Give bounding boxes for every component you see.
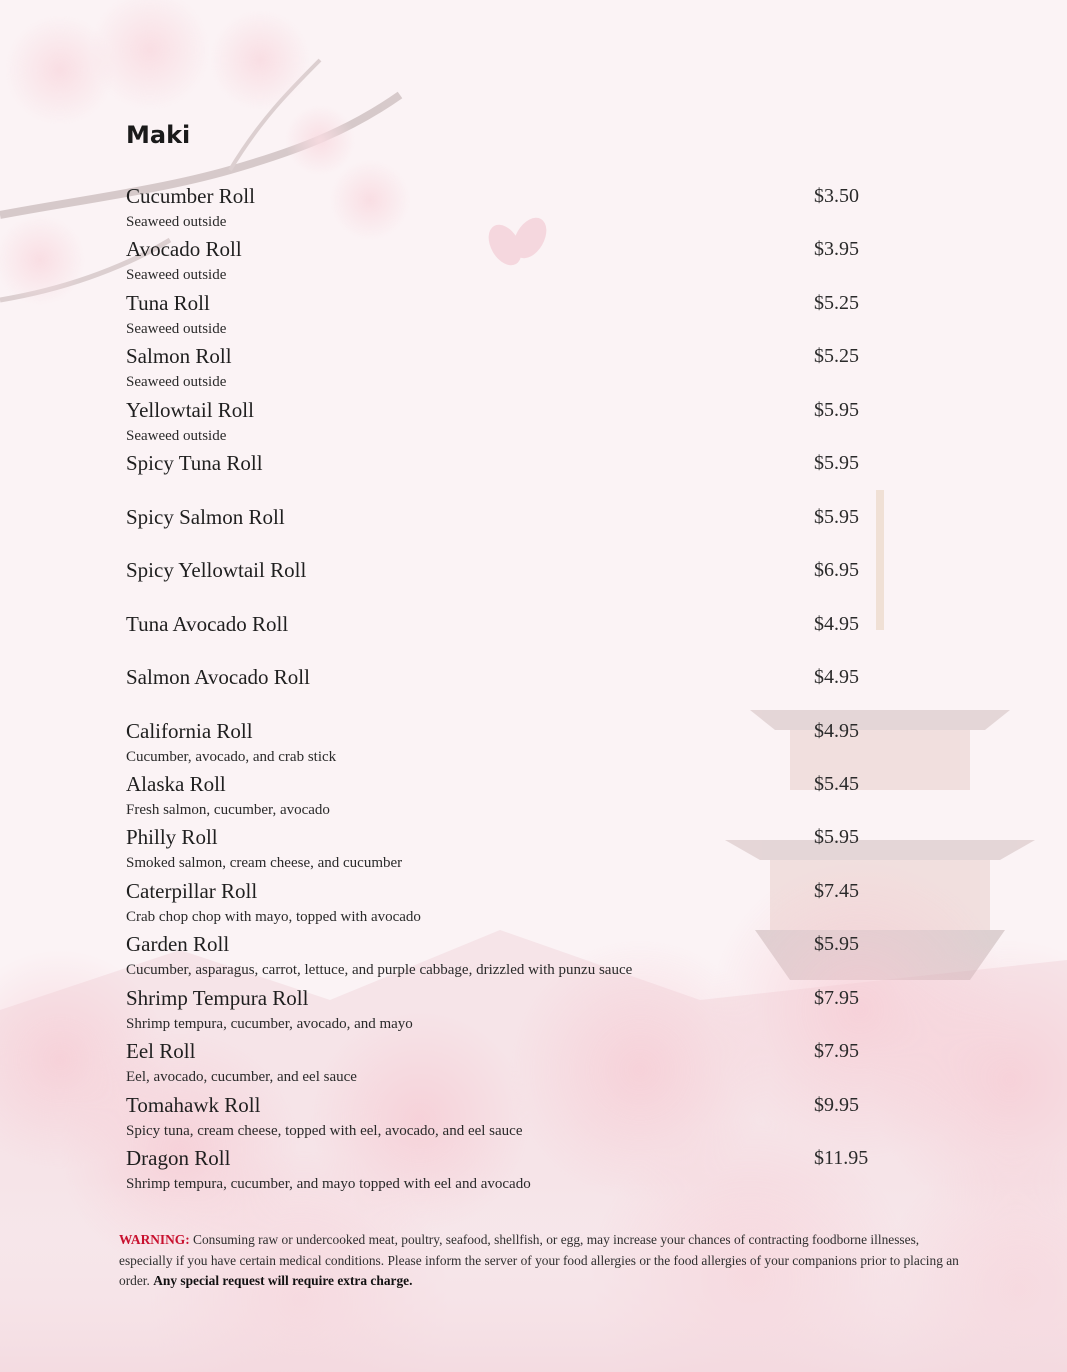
item-name: Spicy Tuna Roll [126, 451, 263, 475]
item-description: Seaweed outside [126, 267, 227, 283]
menu-item [126, 398, 886, 445]
item-price: $9.95 [814, 1094, 859, 1116]
item-price: $5.25 [814, 345, 859, 367]
item-price: $3.50 [814, 185, 859, 207]
item-price: $4.95 [814, 666, 859, 688]
item-price: $5.95 [814, 452, 859, 474]
item-price: $7.45 [814, 880, 859, 902]
item-price: $5.95 [814, 506, 859, 528]
item-name: Garden Roll [126, 932, 230, 956]
menu-item [126, 719, 886, 766]
warning-label: WARNING: [119, 1232, 190, 1247]
item-price: $7.95 [814, 987, 859, 1009]
menu-item [126, 344, 886, 391]
menu-item [126, 825, 886, 872]
item-description: Smoked salmon, cream cheese, and cucumber [126, 855, 403, 871]
menu-item [126, 1039, 886, 1086]
item-name: Yellowtail Roll [126, 398, 254, 422]
item-name: Salmon Avocado Roll [126, 665, 310, 689]
item-price: $11.95 [814, 1147, 869, 1169]
menu-item [126, 184, 886, 231]
item-name: Spicy Salmon Roll [126, 505, 285, 529]
menu-item [126, 665, 886, 689]
warning-extra-charge: Any special request will require extra charge. [153, 1273, 413, 1288]
item-description: Eel, avocado, cucumber, and eel sauce [126, 1069, 357, 1085]
item-description: Shrimp tempura, cucumber, and mayo topped with eel and avocado [126, 1176, 531, 1192]
item-name: Tomahawk Roll [126, 1093, 261, 1117]
item-name: Eel Roll [126, 1039, 196, 1063]
warning-text: Consuming raw or undercooked meat, poultry, seafood, shellfish, or egg, may increase your chances of contracting foodborne illnesses, especially if you have certain medical conditions. Please inform the server of your food allergies or the food allergies of your companions prior to placing an order. [119, 1232, 959, 1288]
item-description: Seaweed outside [126, 214, 227, 230]
item-name: Alaska Roll [126, 772, 226, 796]
item-name: Salmon Roll [126, 344, 232, 368]
menu-item [126, 237, 886, 284]
item-description: Spicy tuna, cream cheese, topped with eel, avocado, and eel sauce [126, 1123, 523, 1139]
item-name: Tuna Avocado Roll [126, 612, 289, 636]
menu-item [126, 772, 886, 819]
menu-item [126, 986, 886, 1033]
menu-item [126, 451, 886, 475]
menu-item [126, 558, 886, 582]
item-description: Shrimp tempura, cucumber, avocado, and mayo [126, 1016, 413, 1032]
item-price: $3.95 [814, 238, 859, 260]
item-price: $5.95 [814, 933, 859, 955]
item-description: Cucumber, avocado, and crab stick [126, 749, 337, 765]
item-name: Cucumber Roll [126, 184, 255, 208]
item-price: $5.25 [814, 292, 859, 314]
item-name: Avocado Roll [126, 237, 242, 261]
item-name: Philly Roll [126, 825, 218, 849]
item-price: $7.95 [814, 1040, 859, 1062]
item-price: $5.45 [814, 773, 859, 795]
menu-item [126, 505, 886, 529]
item-price: $5.95 [814, 399, 859, 421]
item-name: Shrimp Tempura Roll [126, 986, 309, 1010]
menu-item [126, 612, 886, 636]
item-description: Fresh salmon, cucumber, avocado [126, 802, 330, 818]
item-name: Caterpillar Roll [126, 879, 258, 903]
item-price: $4.95 [814, 613, 859, 635]
warning-notice [119, 1230, 959, 1292]
item-description: Seaweed outside [126, 428, 227, 444]
section-title: Maki [126, 121, 191, 149]
item-description: Crab chop chop with mayo, topped with avocado [126, 909, 421, 925]
item-name: Dragon Roll [126, 1146, 231, 1170]
menu-item [126, 1146, 886, 1193]
item-name: California Roll [126, 719, 253, 743]
menu-item [126, 932, 886, 979]
item-price: $6.95 [814, 559, 859, 581]
menu-item [126, 879, 886, 926]
item-name: Spicy Yellowtail Roll [126, 558, 307, 582]
menu-item [126, 291, 886, 338]
menu-item [126, 1093, 886, 1140]
item-price: $4.95 [814, 720, 859, 742]
item-description: Seaweed outside [126, 374, 227, 390]
item-description: Cucumber, asparagus, carrot, lettuce, and purple cabbage, drizzled with punzu sauce [126, 962, 633, 978]
item-description: Seaweed outside [126, 321, 227, 337]
item-price: $5.95 [814, 826, 859, 848]
item-name: Tuna Roll [126, 291, 210, 315]
